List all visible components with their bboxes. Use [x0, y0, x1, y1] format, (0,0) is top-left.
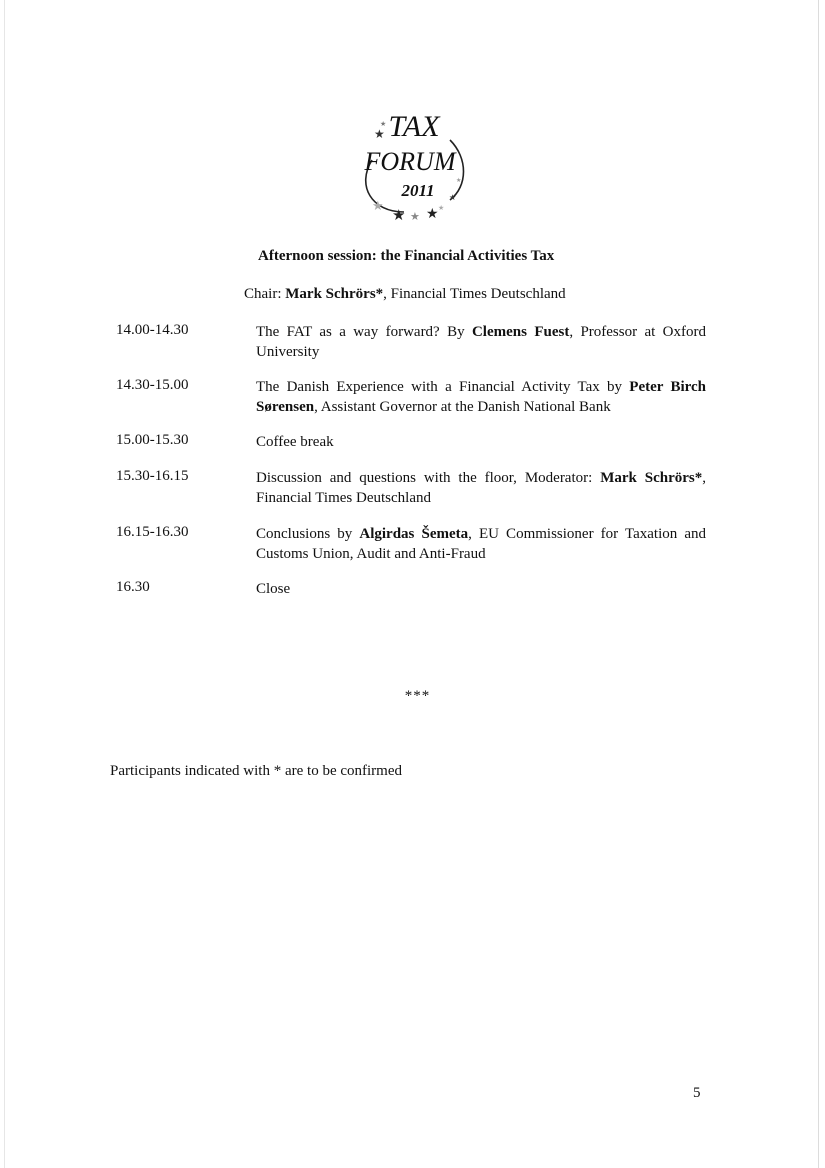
agenda-description — [256, 468, 706, 508]
agenda-time: 14.30-15.00 — [116, 377, 189, 393]
logo-star-icon: ★ — [456, 178, 462, 184]
agenda-description — [256, 432, 706, 452]
logo-star-icon: ★ — [372, 198, 384, 213]
section-separator: *** — [404, 688, 431, 704]
logo-star-icon: ★ — [392, 208, 406, 224]
logo-star-icon: ★ — [449, 193, 457, 202]
agenda-text: Close — [256, 581, 291, 597]
chair-name: Mark Schrörs* — [285, 286, 384, 302]
session-title: Afternoon session: the Financial Activities Tax — [258, 248, 555, 264]
scan-edge-right — [818, 0, 819, 1168]
page-number: 5 — [693, 1085, 701, 1101]
scan-edge-left — [4, 0, 5, 1168]
agenda-text: , Professor at Oxford University — [256, 324, 706, 360]
agenda-time: 16.15-16.30 — [116, 524, 189, 540]
agenda-time: 15.30-16.15 — [116, 468, 189, 484]
speaker-name: Clemens Fuest — [471, 324, 570, 340]
tax-forum-logo — [354, 108, 472, 226]
logo-text-tax: TAX — [388, 110, 440, 143]
chair-affiliation: , Financial Times Deutschland — [383, 286, 566, 302]
speaker-name: Peter Birch Sørensen — [256, 379, 706, 415]
agenda-text: Conclusions by — [256, 526, 360, 542]
agenda-description — [256, 377, 706, 417]
speaker-name: Mark Schrörs* — [600, 470, 703, 486]
agenda-text: , EU Commissioner for Taxation and Customs Union, Audit and Anti-Fraud — [256, 526, 706, 562]
chair-prefix: Chair: — [244, 286, 286, 302]
chair-line — [244, 286, 566, 303]
logo-text-year: 2011 — [401, 181, 435, 200]
logo-star-icon: ★ — [410, 211, 420, 223]
speaker-name: Algirdas Šemeta — [359, 526, 469, 542]
agenda-description — [256, 524, 706, 564]
agenda-text: Discussion and questions with the floor, Moderator: — [256, 470, 601, 486]
agenda-text: The Danish Experience with a Financial Activity Tax by — [256, 379, 630, 395]
agenda-text: Coffee break — [256, 434, 334, 450]
logo-star-icon: ★ — [374, 127, 385, 141]
logo-star-icon: ★ — [380, 120, 387, 128]
logo-text-forum: FORUM — [364, 147, 456, 176]
agenda-description — [256, 322, 706, 362]
logo-star-icon: ★ — [426, 207, 439, 222]
agenda-time: 14.00-14.30 — [116, 322, 189, 338]
logo-star-icon: ★ — [438, 204, 445, 212]
agenda-description — [256, 579, 706, 599]
footer-note: Participants indicated with * are to be confirmed — [110, 763, 402, 779]
agenda-text: The FAT as a way forward? By — [256, 324, 472, 340]
agenda-text: , Financial Times Deutschland — [256, 470, 706, 506]
agenda-text: , Assistant Governor at the Danish National Bank — [314, 399, 611, 415]
agenda-time: 16.30 — [116, 579, 150, 595]
agenda-time: 15.00-15.30 — [116, 432, 189, 448]
